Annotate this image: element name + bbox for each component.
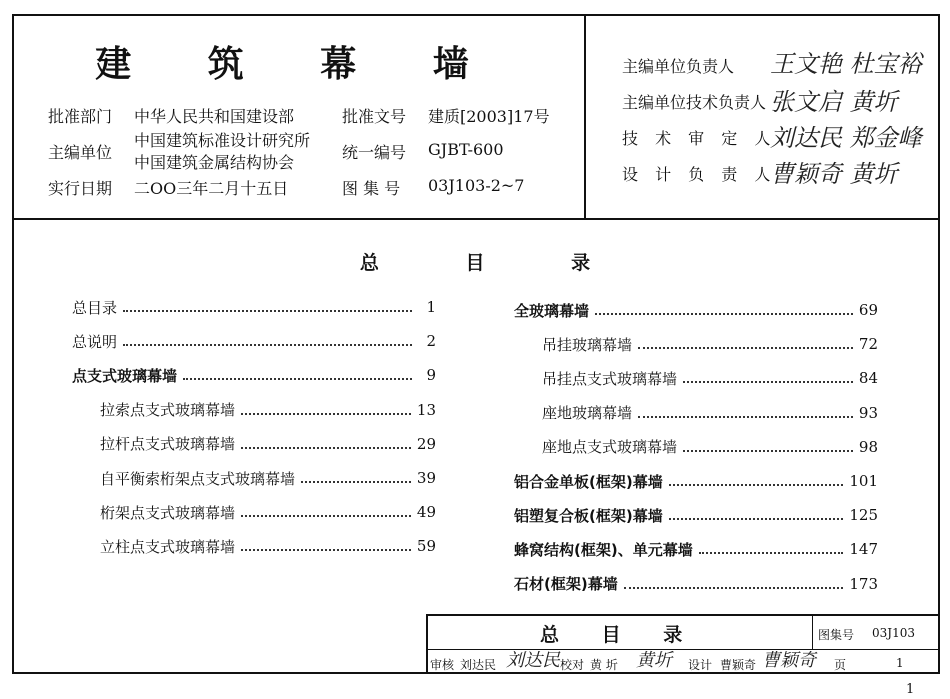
toc-entry-page: 93 (858, 403, 878, 422)
toc-entry-label: 吊挂点支式玻璃幕墙 (542, 369, 678, 388)
toc-entry (72, 296, 436, 318)
toc-entry-label: 铝合金单板(框架)幕墙 (514, 472, 663, 491)
unified-no: GJBT-600 (428, 140, 504, 159)
responsible-signature-3: 曹颖奇 黄圻 (770, 160, 898, 188)
approval-doc: 建质[2003]17号 (428, 107, 550, 126)
toc-entry-page: 2 (426, 332, 436, 351)
toc-entry-page: 72 (858, 335, 878, 354)
responsible-signature-1: 张文启 黄圻 (770, 88, 898, 116)
toc-leader-dots (699, 552, 844, 554)
toc-entry-label: 石材(框架)幕墙 (514, 575, 618, 594)
unified-no-label: 统一编号 (342, 143, 407, 162)
title-block-checker-signature: 黄圻 (636, 650, 672, 671)
title-block-page: 1 (896, 656, 904, 670)
toc-leader-dots (595, 313, 853, 315)
approval-dept: 中华人民共和国建设部 (134, 107, 295, 126)
toc-entry-label: 吊挂玻璃幕墙 (542, 335, 633, 354)
title-block-divider (426, 649, 940, 650)
document-title: 建 筑 幕 墙 (95, 44, 501, 85)
title-block-reviewer-signature: 刘达民 (506, 650, 560, 671)
toc-entry-page: 49 (416, 503, 436, 522)
responsible-signature-0: 王文艳 杜宝裕 (770, 50, 922, 78)
responsible-label-2: 技 术 审 定 人 (622, 129, 777, 148)
toc-entry-label: 拉杆点支式玻璃幕墙 (100, 435, 236, 454)
toc-entry (100, 535, 436, 557)
approval-dept-label: 批准部门 (48, 107, 113, 126)
toc-leader-dots (683, 450, 853, 452)
toc-leader-dots (241, 549, 411, 551)
toc-entry (100, 501, 436, 523)
toc-entry-label: 铝塑复合板(框架)幕墙 (514, 506, 663, 525)
toc-entry-page: 98 (858, 437, 878, 456)
chief-unit-label: 主编单位 (48, 143, 113, 162)
title-block-atlas-label: 图集号 (818, 628, 855, 642)
toc-title: 总 目 录 (359, 252, 631, 274)
title-block-page-label: 页 (834, 658, 847, 672)
toc-entry-page: 9 (426, 366, 436, 385)
toc-entry-page: 39 (416, 469, 436, 487)
toc-entry-label: 座地玻璃幕墙 (542, 404, 633, 423)
toc-entry-page: 59 (416, 537, 436, 556)
title-block-designer-signature: 曹颖奇 (762, 650, 816, 671)
responsible-label-3: 设 计 负 责 人 (622, 165, 777, 184)
atlas-no-label: 图 集 号 (342, 179, 401, 198)
title-block-design-label: 设计 (688, 658, 713, 672)
toc-entry-label: 拉索点支式玻璃幕墙 (100, 401, 236, 420)
toc-entry-label: 立柱点支式玻璃幕墙 (100, 537, 236, 556)
toc-entry (100, 433, 436, 455)
title-block-check-label: 校对 (560, 658, 585, 672)
title-block-designer: 曹颖奇 (720, 658, 757, 672)
toc-entry-label: 座地点支式玻璃幕墙 (542, 438, 678, 457)
title-block-checker: 黄 圻 (590, 658, 618, 672)
approval-doc-label: 批准文号 (342, 107, 407, 126)
toc-entry (514, 573, 878, 595)
toc-entry (72, 330, 436, 352)
toc-leader-dots (241, 447, 411, 449)
title-block-title: 总 目 录 (540, 624, 701, 646)
atlas-no: 03J103-2~7 (428, 176, 525, 195)
toc-entry-page: 84 (858, 369, 878, 388)
toc-entry (100, 467, 436, 489)
toc-entry-page: 1 (426, 298, 436, 316)
toc-leader-dots (241, 413, 411, 415)
chief-unit-2: 中国建筑金属结构协会 (134, 153, 295, 172)
title-block-reviewer: 刘达民 (460, 658, 497, 672)
toc-leader-dots (683, 381, 853, 383)
toc-leader-dots (123, 310, 412, 312)
toc-entry (72, 364, 436, 386)
toc-entry-page: 125 (849, 506, 878, 525)
toc-entry (542, 367, 878, 389)
toc-entry (100, 399, 436, 421)
toc-entry-page: 69 (858, 301, 878, 319)
toc-leader-dots (669, 484, 844, 486)
toc-entry-label: 总目录 (72, 298, 118, 317)
toc-leader-dots (638, 416, 853, 418)
responsible-label-1: 主编单位技术负责人 (622, 93, 767, 112)
toc-leader-dots (301, 481, 411, 483)
toc-leader-dots (669, 518, 844, 520)
impl-date: 二OO三年二月十五日 (134, 179, 289, 198)
sheet-page-number: 1 (906, 682, 915, 697)
toc-entry-label: 桁架点支式玻璃幕墙 (100, 503, 236, 522)
toc-entry-page: 13 (416, 400, 436, 419)
toc-entry (542, 402, 878, 424)
toc-entry (514, 504, 878, 526)
toc-leader-dots (123, 344, 412, 346)
toc-entry (542, 436, 878, 458)
title-block-review-label: 审核 (430, 658, 455, 672)
toc-entry-page: 173 (849, 574, 878, 593)
title-block-atlas-no: 03J103 (872, 626, 915, 640)
toc-leader-dots (183, 378, 412, 380)
toc-entry-page: 147 (849, 540, 878, 559)
toc-leader-dots (241, 515, 411, 517)
toc-entry-page: 29 (416, 434, 436, 453)
toc-entry-page: 101 (849, 472, 878, 490)
toc-entry-label: 全玻璃幕墙 (514, 301, 590, 320)
toc-leader-dots (624, 587, 844, 589)
toc-leader-dots (638, 347, 853, 349)
toc-entry-label: 自平衡索桁架点支式玻璃幕墙 (100, 469, 296, 488)
responsible-signature-2: 刘达民 郑金峰 (770, 124, 922, 152)
toc-entry-label: 总说明 (72, 332, 118, 351)
header-divider (584, 14, 586, 220)
toc-entry (514, 470, 878, 492)
impl-date-label: 实行日期 (48, 179, 113, 198)
toc-entry (514, 538, 878, 560)
toc-entry (542, 333, 878, 355)
toc-entry-label: 蜂窝结构(框架)、单元幕墙 (514, 540, 693, 559)
title-block-vline (812, 614, 813, 649)
toc-entry (514, 299, 878, 321)
responsible-label-0: 主编单位负责人 (622, 57, 735, 76)
chief-unit-1: 中国建筑标准设计研究所 (134, 131, 311, 150)
toc-entry-label: 点支式玻璃幕墙 (72, 366, 178, 385)
